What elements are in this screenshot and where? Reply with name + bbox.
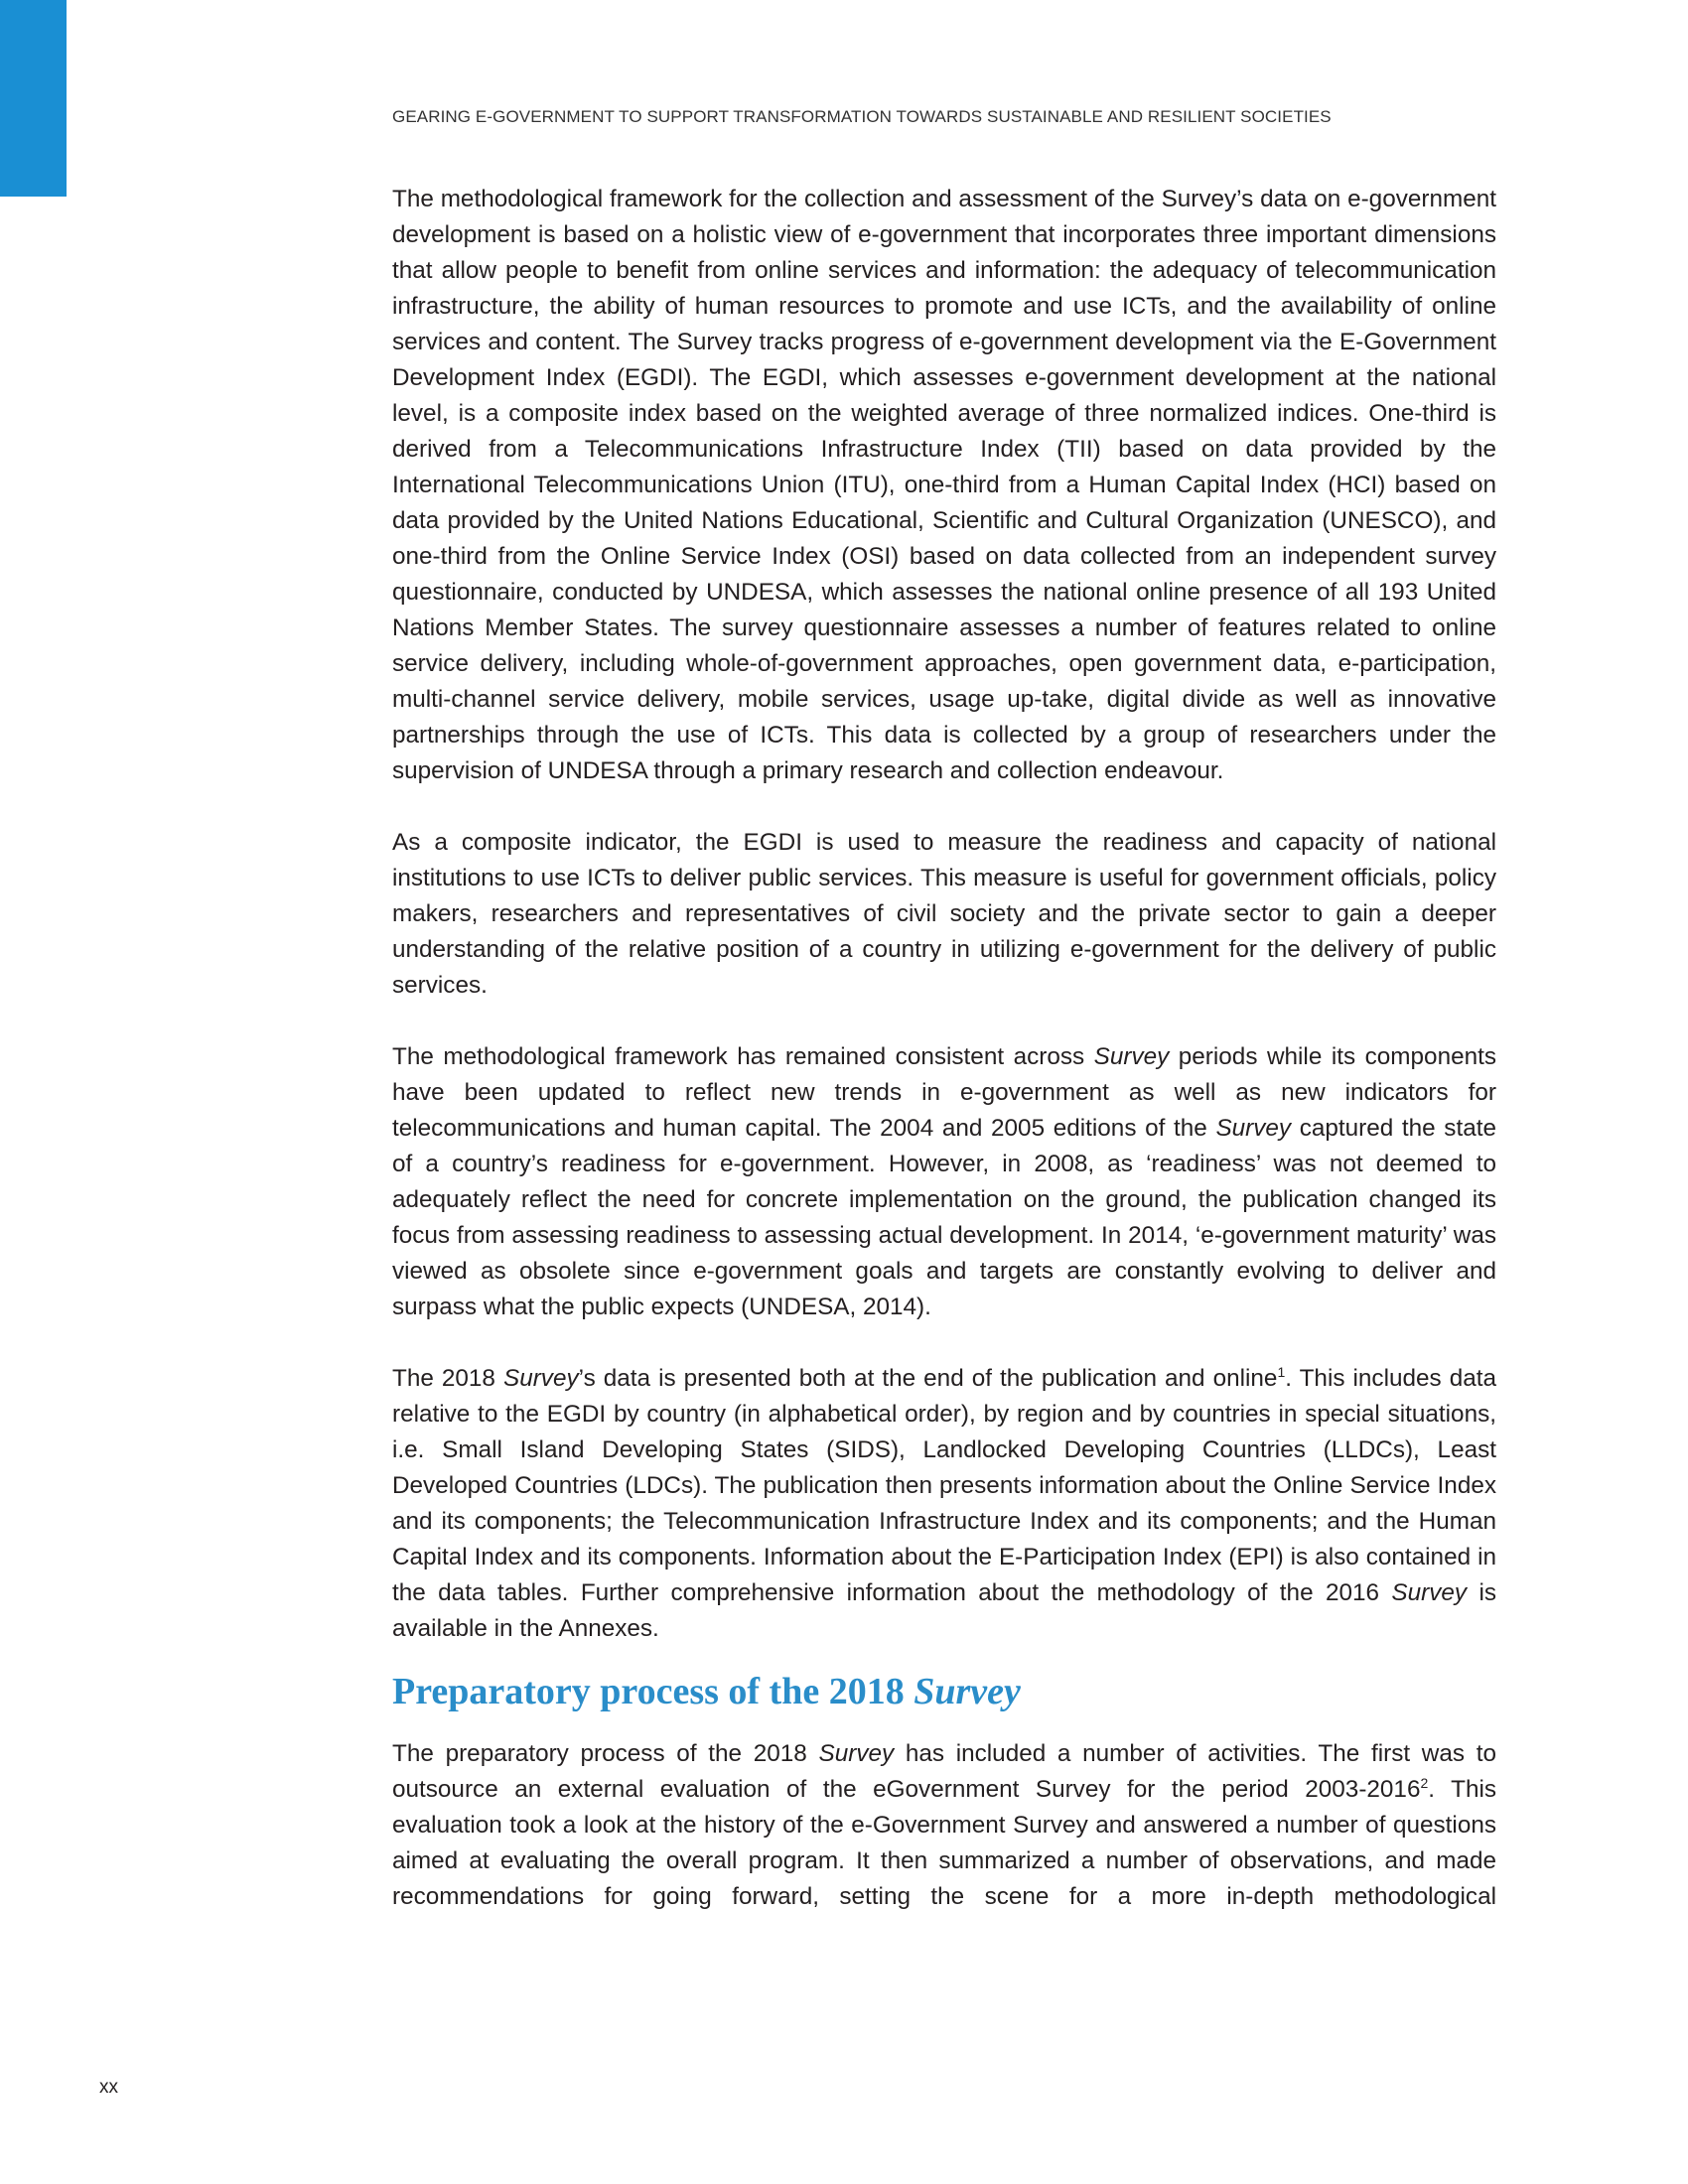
heading-italic: Survey — [914, 1671, 1021, 1712]
text-run: periods while its components have been updated to reflect new trends in e-government as well as new indicators for telecommunications and human capital. The 2004 and 2005 editions of the — [392, 1043, 1497, 1142]
text-run: . This evaluation took a look at the history of the e-Government Survey and answered a number of questions aimed at evaluating the overall program. It then summarized a number of observations, and made recommendations for going forward, setting the scene for a more in-depth methodological — [392, 1776, 1497, 1910]
paragraph-framework-history — [392, 1039, 1496, 1325]
italic-survey: Survey — [818, 1740, 895, 1767]
text-run: has included a number of activities. The first was to outsource an external evaluation of the eGovernment Survey for the period 2003-2016 — [392, 1740, 1496, 1803]
text-run: captured the state of a country’s readiness for e-government. However, in 2008, as ‘readiness’ was not deemed to adequately reflect the need for concrete implementation on the ground, the publication changed its focus from assessing readiness to assessing actual development. In 2014, ‘e-government maturity’ was viewed as obsolete since e-government goals and targets are constantly evolving to deliver and surpass what the public expects (UNDESA, 2014). — [392, 1115, 1496, 1320]
heading-text: Preparatory process of the 2018 — [392, 1671, 914, 1712]
italic-survey: Survey — [1391, 1579, 1468, 1606]
footnote-marker: 1 — [1277, 1363, 1286, 1380]
paragraph-preparatory-process — [392, 1736, 1496, 1915]
paragraph-methodology: The methodological framework for the collection and assessment of the Survey’s data on e-government development is based on a holistic view of e-government that incorporates three important dimensions that allow people to benefit from online services and information: the adequacy of telecommunication infrastructure, the ability of human resources to promote and use ICTs, and the availability of online services and content. The Survey tracks progress of e-government development via the E-Government Development Index (EGDI). The EGDI, which assesses e-government development at the national level, is a composite index based on the weighted average of three normalized indices. One-third is derived from a Telecommunications Infrastructure Index (TII) based on data provided by the International Telecommunications Union (ITU), one-third from a Human Capital Index (HCI) based on data provided by the United Nations Educational, Scientific and Cultural Organization (UNESCO), and one-third from the Online Service Index (OSI) based on data collected from an independent survey questionnaire, conducted by UNDESA, which assesses the national online presence of all 193 United Nations Member States. The survey questionnaire assesses a number of features related to online service delivery, including whole-of-government approaches, open government data, e-participation, multi-channel service delivery, mobile services, usage up-take, digital divide as well as innovative partnerships through the use of ICTs. This data is collected by a group of researchers under the supervision of UNDESA through a primary research and collection endeavour. — [392, 186, 1496, 784]
paragraph-composite-indicator: As a composite indicator, the EGDI is used to measure the readiness and capacity of national institutions to use ICTs to deliver public services. This measure is useful for government officials, policy makers, researchers and representatives of civil society and the private sector to gain a deeper understanding of the relative position of a country in utilizing e-government for the delivery of public services. — [392, 829, 1496, 999]
body-content — [392, 182, 1496, 1915]
paragraph-data-presentation — [392, 1361, 1496, 1647]
text-run: The methodological framework has remained consistent across — [392, 1043, 1094, 1070]
text-run: is available in the Annexes. — [392, 1579, 1496, 1642]
italic-survey: Survey — [502, 1365, 579, 1392]
italic-survey: Survey — [1215, 1115, 1292, 1142]
text-run: The preparatory process of the 2018 — [392, 1740, 819, 1767]
page-number: xx — [99, 2077, 118, 2098]
text-run: ’s data is presented both at the end of the publication and online — [578, 1365, 1278, 1392]
text-run: . This includes data relative to the EGDI by country (in alphabetical order), by region and by countries in special situations, i.e. Small Island Developing States (SIDS), Landlocked Developing Countries (LLDCs), Least Developed Countries (LDCs). The publication then presents information about the Online Service Index and its components; the Telecommunication Infrastructure Index and its components; and the Human Capital Index and its components. Information about the E-Participation Index (EPI) is also contained in the data tables. Further comprehensive information about the methodology of the 2016 — [392, 1365, 1496, 1606]
text-run: The 2018 — [392, 1365, 503, 1392]
section-heading — [392, 1669, 1496, 1714]
footnote-marker: 2 — [1420, 1774, 1429, 1791]
running-header: GEARING E-GOVERNMENT TO SUPPORT TRANSFORMATION TOWARDS SUSTAINABLE AND RESILIENT SOCIETIES — [392, 107, 1332, 126]
accent-bar — [0, 0, 67, 197]
italic-survey: Survey — [1093, 1043, 1170, 1070]
